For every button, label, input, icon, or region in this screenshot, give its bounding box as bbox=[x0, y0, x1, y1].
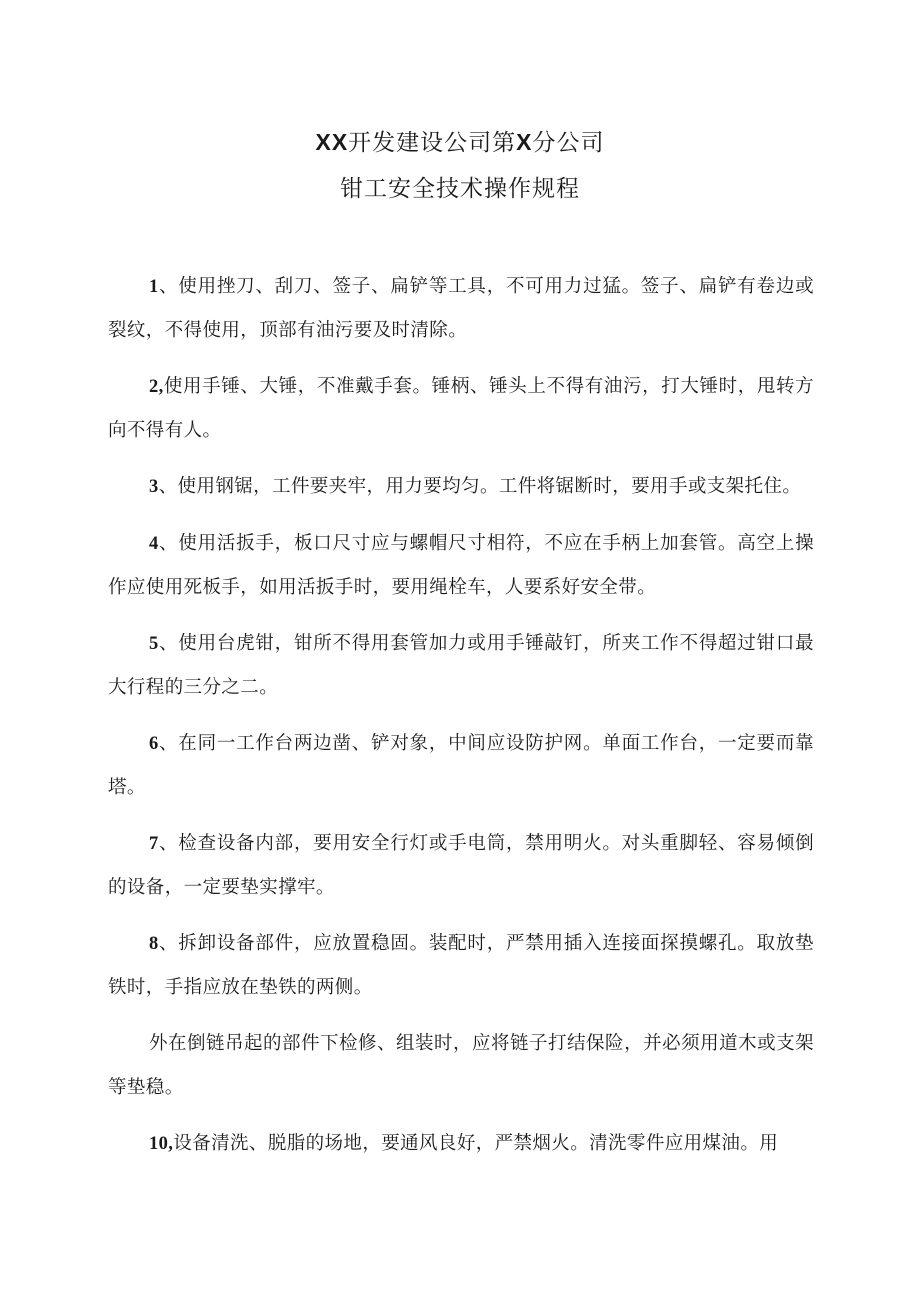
paragraph-8 bbox=[108, 922, 814, 1009]
paragraph-text: 、使用台虎钳，钳所不得用套管加力或用手锤敲钉，所夹工作不得超过钳口最大行程的三分之二。 bbox=[108, 633, 814, 698]
paragraph-2 bbox=[108, 365, 814, 452]
paragraph-10 bbox=[108, 1122, 814, 1166]
paragraph-text: 、拆卸设备部件，应放置稳固。装配时，严禁用插入连接面探摸螺孔。取放垫铁时，手指应放在垫铁的两侧。 bbox=[108, 933, 814, 998]
paragraph-text: 、检查设备内部，要用安全行灯或手电筒，禁用明火。对头重脚轻、容易倾倒的设备，一定要垫实撑牢。 bbox=[108, 833, 814, 898]
paragraph-text: 、使用挫刀、刮刀、签子、扁铲等工具，不可用力过猛。签子、扁铲有卷边或裂纹，不得使用，顶部有油污要及时清除。 bbox=[108, 276, 814, 341]
paragraph-text: 使用手锤、大锤，不准戴手套。锤柄、锤头上不得有油污，打大锤时，甩转方向不得有人。 bbox=[108, 376, 814, 441]
paragraph-number: 8 bbox=[149, 934, 159, 954]
paragraph-number: 3 bbox=[149, 477, 159, 497]
title-middle: 开发建设公司第 bbox=[348, 130, 517, 156]
paragraph-number: 7 bbox=[149, 834, 159, 854]
paragraph-7 bbox=[108, 822, 814, 909]
paragraph-text: 、使用活扳手，板口尺寸应与螺帽尺寸相符，不应在手柄上加套管。高空上操作应使用死板手，如用活扳手时，要用绳栓车，人要系好安全带。 bbox=[108, 533, 814, 598]
paragraph-1 bbox=[108, 265, 814, 352]
paragraph-4 bbox=[108, 522, 814, 609]
paragraph-number: 4 bbox=[149, 534, 159, 554]
title-suffix: 分公司 bbox=[532, 130, 605, 156]
paragraph-5 bbox=[108, 622, 814, 709]
title-x: X bbox=[516, 129, 533, 155]
paragraph-6 bbox=[108, 722, 814, 809]
paragraph-text: 、在同一工作台两边凿、铲对象，中间应设防护网。单面工作台，一定要而靠塔。 bbox=[108, 733, 814, 798]
paragraph-number: 1 bbox=[149, 277, 159, 297]
paragraph-text: 外在倒链吊起的部件下检修、组装时，应将链子打结保险，并必须用道木或支架等垫稳。 bbox=[108, 1033, 814, 1098]
document-subtitle: 钳工安全技术操作规程 bbox=[340, 176, 580, 202]
document-title bbox=[0, 127, 920, 158]
paragraph-number: 10, bbox=[149, 1134, 174, 1154]
paragraph-3 bbox=[108, 465, 814, 509]
paragraph-number: 5 bbox=[149, 634, 159, 654]
paragraph-9 bbox=[108, 1022, 814, 1109]
document-body bbox=[108, 265, 814, 1179]
paragraph-number: 2, bbox=[149, 377, 164, 397]
paragraph-number: 6 bbox=[149, 734, 159, 754]
paragraph-text: 设备清洗、脱脂的场地，要通风良好，严禁烟火。清洗零件应用煤油。用 bbox=[173, 1133, 779, 1154]
paragraph-text: 、使用钢锯，工件要夹牢，用力要均匀。工件将锯断时，要用手或支架托住。 bbox=[158, 476, 802, 497]
title-prefix: XX bbox=[315, 129, 349, 155]
